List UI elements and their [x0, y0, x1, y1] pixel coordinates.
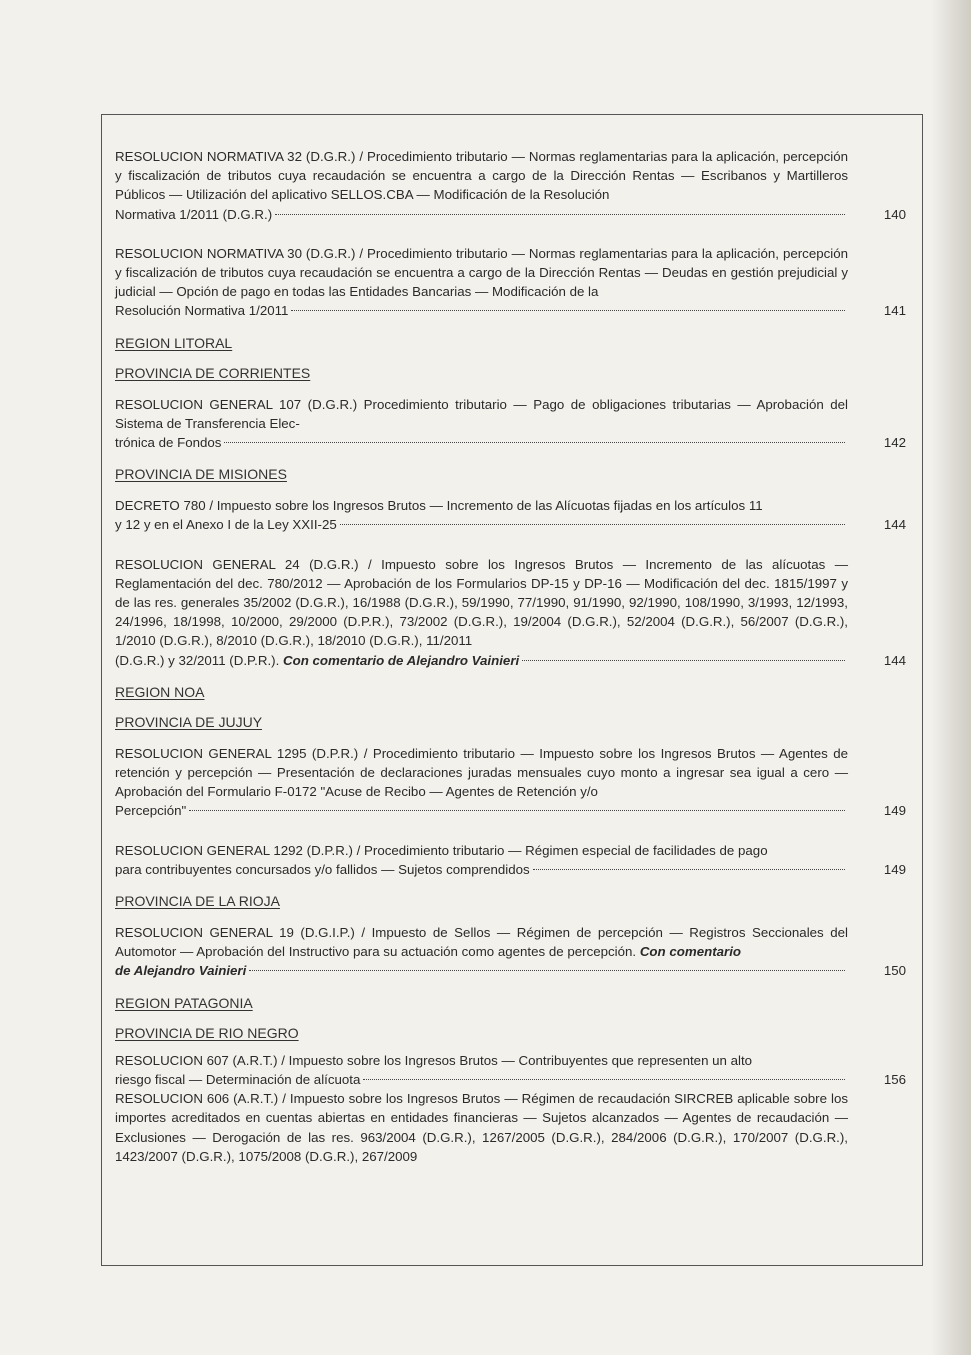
- leader-dots: [291, 310, 845, 311]
- page-number: 140: [883, 206, 906, 222]
- entry-text: RESOLUCION NORMATIVA 30 (D.G.R.) / Procedimiento tributario — Normas reglamentarias para la aplicación, percepción y fiscalización de tributos cuya recaudación se encuentra a cargo de la Dirección Rentas — Deudas en gestión prejudicial y judicial — Opción de pago en todas las Entidades Bancarias — Modificación de la: [115, 245, 848, 300]
- index-entry[interactable]: [115, 555, 906, 670]
- page-number: 156: [883, 1071, 906, 1087]
- province-heading[interactable]: PROVINCIA DE MISIONES: [115, 466, 287, 483]
- province-heading[interactable]: PROVINCIA DE LA RIOJA: [115, 893, 280, 910]
- province-heading[interactable]: PROVINCIA DE JUJUY: [115, 713, 263, 730]
- index-entry[interactable]: [115, 496, 906, 534]
- leader-dots: [363, 1079, 845, 1080]
- entry-text-last: Percepción": [115, 803, 187, 819]
- entry-text: RESOLUCION 606 (A.R.T.) / Impuesto sobre los Ingresos Brutos — Régimen de recaudación SIRCREB aplicable sobre los importes acreditados en cuentas abiertas en entidades financieras — Sujetos alcanzados — Agentes de recaudación — Exclusiones — Derogación de las res. 963/2004 (D.G.R.), 1267/2005 (D.G.R.), 284/2006 (D.G.R.), 170/2007 (D.G.R.), 1423/2007 (D.G.R.), 1075/2008 (D.G.R.), 267/2009: [115, 1091, 848, 1164]
- index-entry[interactable]: [115, 147, 906, 224]
- page-number: 142: [883, 435, 906, 451]
- index-entry[interactable]: [115, 744, 906, 821]
- page-number: 144: [883, 517, 906, 533]
- leader-dots: [522, 660, 845, 661]
- index-entry[interactable]: [115, 923, 906, 981]
- entry-text-last: trónica de Fondos: [115, 435, 222, 451]
- page-number: 150: [883, 963, 906, 979]
- entry-text: RESOLUCION GENERAL 1292 (D.P.R.) / Procedimiento tributario — Régimen especial de facilidades de pago: [115, 842, 768, 858]
- leader-dots: [249, 970, 845, 971]
- index-entry[interactable]: [115, 841, 906, 879]
- commentary-credit: Con comentario de Alejandro Vainieri: [283, 652, 520, 668]
- entry-text: DECRETO 780 / Impuesto sobre los Ingresos Brutos — Incremento de las Alícuotas fijadas en los artículos 11: [115, 498, 763, 514]
- province-heading[interactable]: PROVINCIA DE RIO NEGRO: [115, 1024, 299, 1041]
- entry-text-last: y 12 y en el Anexo I de la Ley XXII-25: [115, 517, 337, 533]
- leader-dots: [340, 524, 845, 525]
- index-content: [115, 147, 906, 1166]
- province-heading[interactable]: PROVINCIA DE CORRIENTES: [115, 364, 311, 381]
- entry-text-last: Resolución Normativa 1/2011: [115, 303, 289, 319]
- entry-text: RESOLUCION 607 (A.R.T.) / Impuesto sobre los Ingresos Brutos — Contribuyentes que representen un alto: [115, 1052, 753, 1068]
- region-heading[interactable]: REGION NOA: [115, 683, 205, 700]
- region-heading[interactable]: REGION LITORAL: [115, 334, 233, 351]
- entry-text-last: (D.G.R.) y 32/2011 (D.P.R.).: [115, 652, 280, 668]
- leader-dots: [224, 442, 845, 443]
- page-number: 141: [883, 303, 906, 319]
- leader-dots: [533, 869, 845, 870]
- leader-dots: [189, 810, 845, 811]
- entry-text-last: riesgo fiscal — Determinación de alícuota: [115, 1071, 361, 1087]
- page-number: 149: [883, 803, 906, 819]
- entry-text-last: Normativa 1/2011 (D.G.R.): [115, 206, 273, 222]
- commentary-credit: Con comentario: [639, 944, 742, 960]
- page-number: 144: [883, 652, 906, 668]
- entry-text: RESOLUCION GENERAL 19 (D.G.I.P.) / Impuesto de Sellos — Régimen de percepción — Registros Seccionales del Automotor — Aprobación del Instructivo para su actuación como agentes de percepción.: [115, 925, 848, 960]
- leader-dots: [275, 214, 845, 215]
- index-entry[interactable]: [115, 1089, 906, 1166]
- index-entry[interactable]: [115, 1051, 906, 1089]
- page-number: 149: [883, 861, 906, 877]
- entry-text: RESOLUCION GENERAL 107 (D.G.R.) Procedimiento tributario — Pago de obligaciones tributarias — Aprobación del Sistema de Transferencia Elec-: [115, 396, 848, 431]
- index-entry[interactable]: [115, 244, 906, 321]
- commentary-credit-last: de Alejandro Vainieri: [115, 963, 247, 979]
- page-edge-shadow: [931, 0, 971, 1355]
- region-heading[interactable]: REGION PATAGONIA: [115, 994, 253, 1011]
- index-entry[interactable]: [115, 395, 906, 453]
- entry-text: RESOLUCION GENERAL 1295 (D.P.R.) / Procedimiento tributario — Impuesto sobre los Ingresos Brutos — Agentes de retención y percepción — Presentación de declaraciones juradas mensuales cuyo monto a ingresar sea igual a cero — Aprobación del Formulario F-0172 "Acuse de Recibo — Agentes de Retención y/o: [115, 745, 848, 800]
- entry-text: RESOLUCION GENERAL 24 (D.G.R.) / Impuesto sobre los Ingresos Brutos — Incremento de las alícuotas — Reglamentación del dec. 780/2012 — Aprobación de los Formularios DP-15 y DP-16 — Modificación del dec. 1815/1997 y de las res. generales 35/2002 (D.G.R.), 16/1988 (D.G.R.), 59/1990, 77/1990, 91/1990, 92/1990, 108/1990, 3/1993, 12/1993, 24/1996, 18/1998, 10/2000, 29/2000 (D.P.R.), 73/2002 (D.G.R.), 19/2004 (D.G.R.), 52/2004 (D.G.R.), 56/2007 (D.G.R.), 1/2010 (D.G.R.), 8/2010 (D.G.R.), 18/2010 (D.G.R.), 11/2011: [115, 556, 848, 649]
- entry-text-last: para contribuyentes concursados y/o fallidos — Sujetos comprendidos: [115, 861, 530, 877]
- entry-text: RESOLUCION NORMATIVA 32 (D.G.R.) / Procedimiento tributario — Normas reglamentarias para la aplicación, percepción y fiscalización de tributos cuya recaudación se encuentra a cargo de la Dirección Rentas — Escribanos y Martilleros Públicos — Utilización del aplicativo SELLOS.CBA — Modificación de la Resolución: [115, 149, 848, 203]
